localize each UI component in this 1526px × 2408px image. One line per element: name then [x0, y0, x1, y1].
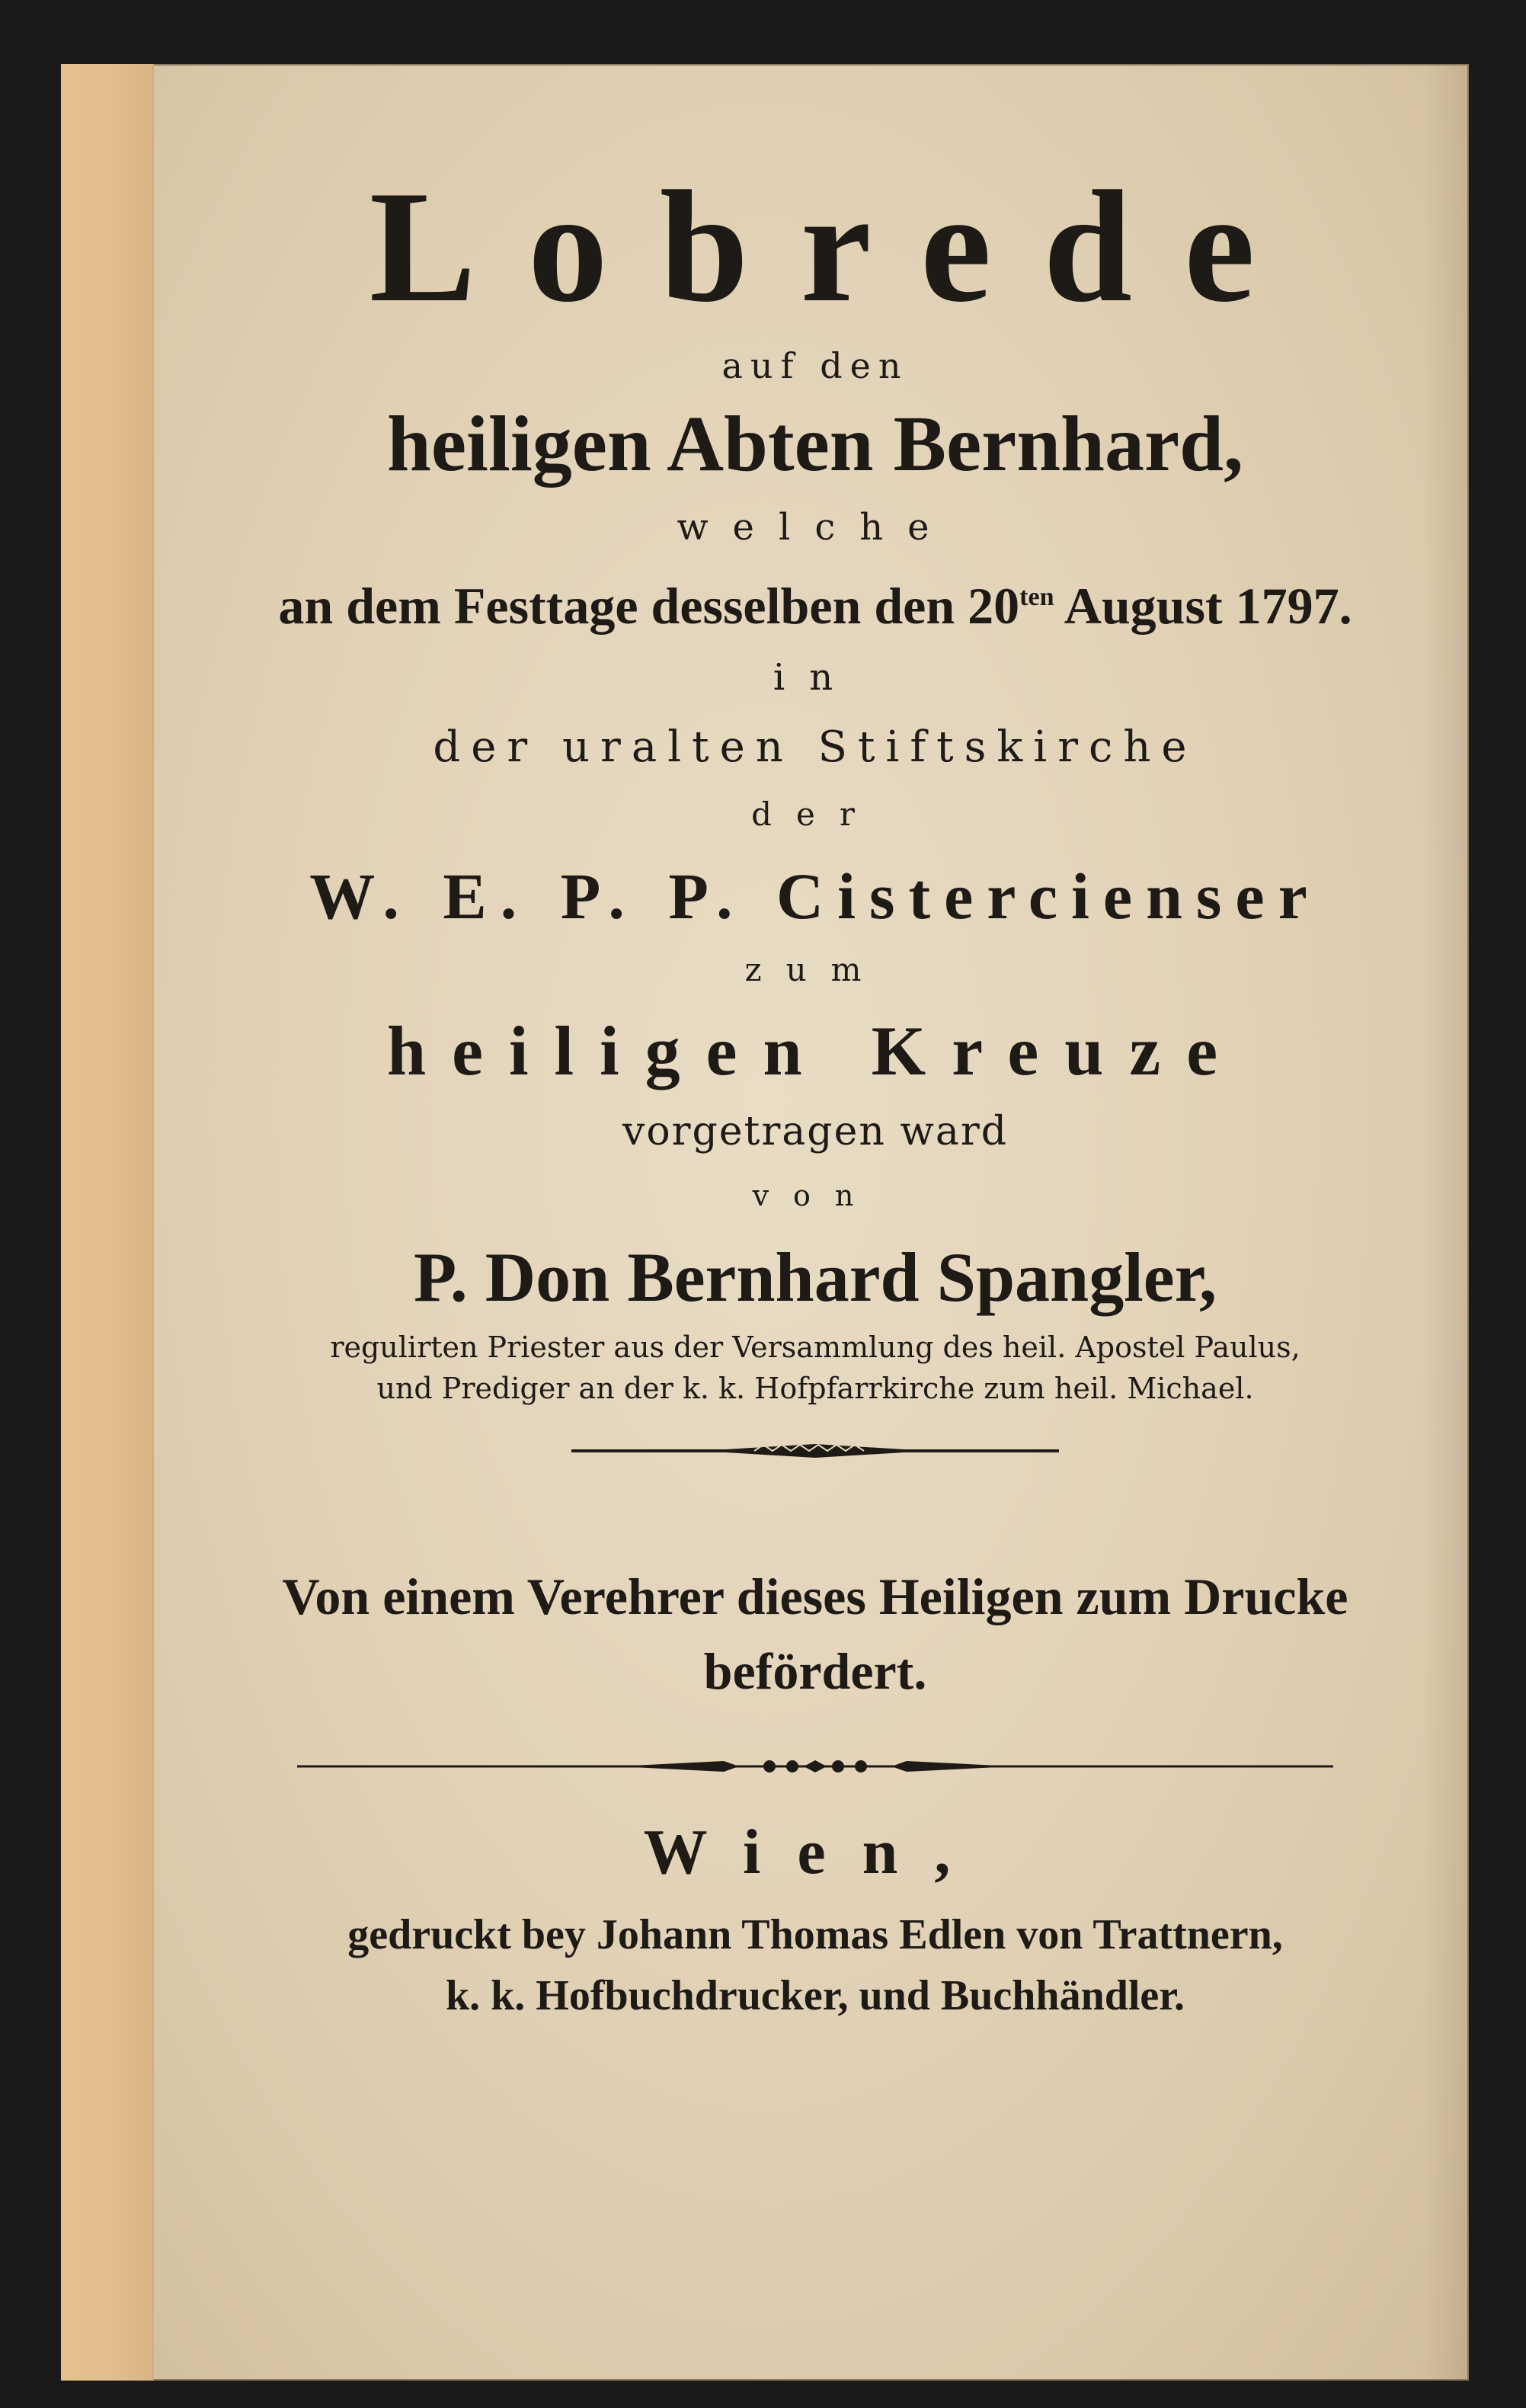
- festtage-pre: an dem Festtage desselben den 20: [278, 576, 1020, 635]
- title-page: [61, 64, 1469, 2381]
- spine-edge: [61, 64, 154, 2381]
- patron-line-2: befördert.: [703, 1641, 927, 1700]
- line-der: der: [751, 795, 879, 833]
- ornament-rule-lower: [297, 1755, 1333, 1778]
- festtage-sup: ten: [1019, 583, 1054, 611]
- author-name: P. Don Bernhard Spangler,: [413, 1238, 1217, 1316]
- line-festtage: [221, 562, 1409, 641]
- line-heiligen-kreuze: heiligen Kreuze: [386, 1011, 1244, 1090]
- line-welche: welche: [677, 506, 954, 549]
- line-zum: zum: [744, 950, 886, 988]
- ornament-rule-upper: [571, 1439, 1059, 1462]
- line-vorgetragen: vorgetragen ward: [622, 1108, 1009, 1154]
- printer-line-1: gedruckt bey Johann Thomas Edlen von Trattnern,: [347, 1910, 1283, 1958]
- line-von: von: [752, 1178, 878, 1212]
- main-title: Lobrede: [369, 159, 1307, 335]
- line-in: in: [773, 655, 858, 699]
- author-description-2: und Prediger an der k. k. Hofpfarrkirche zum heil. Michael.: [376, 1371, 1254, 1405]
- line-heiligen-abten: heiligen Abten Bernhard,: [387, 400, 1243, 488]
- place-wien: Wien,: [643, 1816, 987, 1888]
- line-stiftskirche: der uralten Stiftskirche: [433, 722, 1198, 772]
- title-page-content: [221, 155, 1409, 2025]
- line-auf-den: auf den: [721, 345, 909, 386]
- page-edge-shade: [1423, 64, 1469, 2381]
- line-cistercienser: W. E. P. P. Cistercienser: [309, 859, 1321, 933]
- festtage-post: August 1797.: [1054, 576, 1352, 635]
- patron-line-1: Von einem Verehrer dieses Heiligen zum Drucke: [282, 1567, 1348, 1625]
- author-description-1: regulirten Priester aus der Versammlung des heil. Apostel Paulus,: [330, 1330, 1300, 1364]
- printer-line-2: k. k. Hofbuchdrucker, und Buchhändler.: [446, 1971, 1185, 2019]
